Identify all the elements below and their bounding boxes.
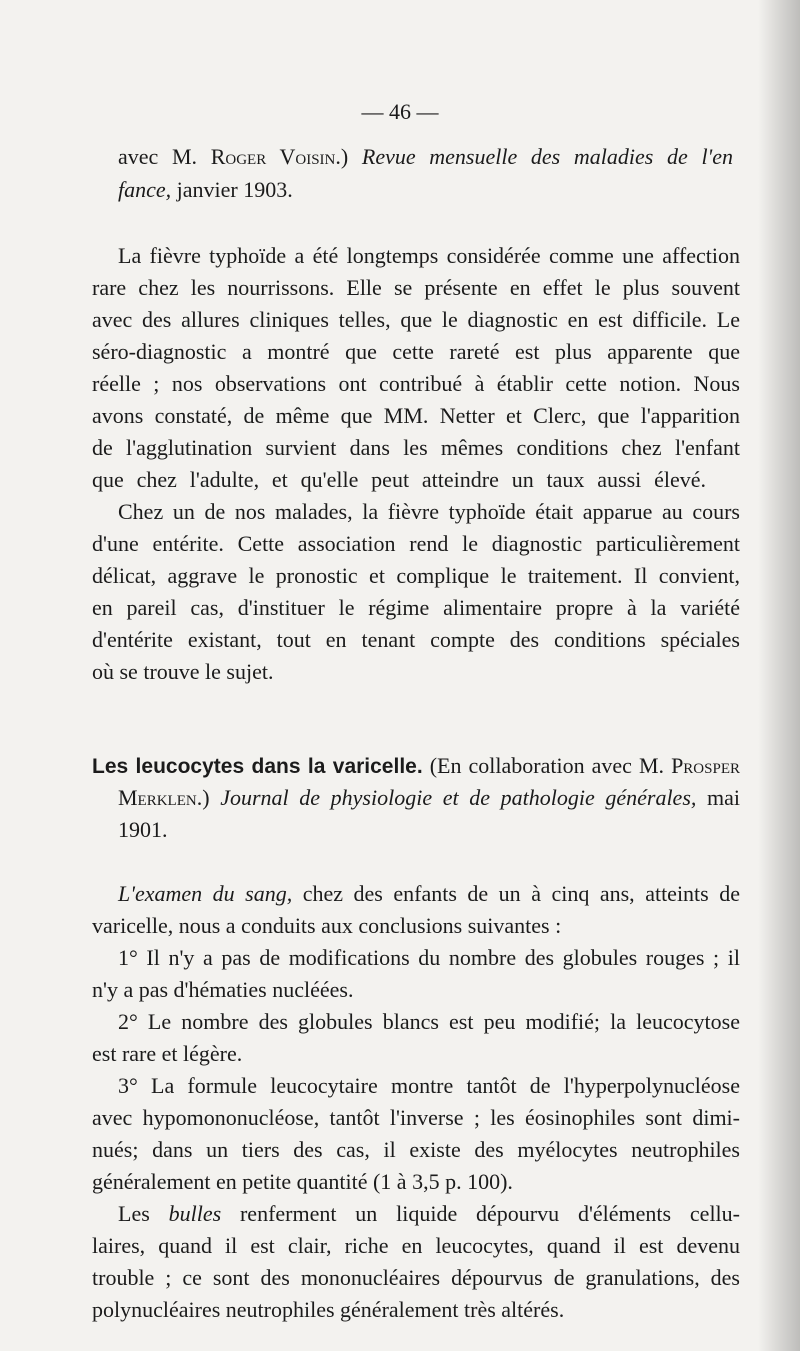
paragraph-line: que chez l'adulte, et qu'elle peut atteindre un taux aussi élevé. [92, 467, 706, 492]
ref-line-2: fance, janvier 1903. [118, 177, 293, 202]
paragraph-line: est rare et légère. [92, 1041, 243, 1066]
paragraph-line: où se trouve le sujet. [92, 659, 274, 684]
paragraph-line: nués; dans un tiers des cas, il existe des myélocytes neutrophiles [92, 1137, 740, 1162]
paragraph-line: trouble ; ce sont des mononucléaires dépourvus de granulations, des [92, 1265, 740, 1290]
paragraph-line: Les bulles renferment un liquide dépourvu d'éléments cellu- [118, 1201, 740, 1226]
paragraph-line: délicat, aggrave le pronostic et complique le traitement. Il convient, [92, 563, 740, 588]
paragraph-line: d'entérite existant, tout en tenant compte des conditions spéciales [92, 627, 740, 652]
paragraph-line: réelle ; nos observations ont contribué à établir cette notion. Nous [92, 371, 740, 396]
section-heading-line-3: 1901. [118, 817, 168, 842]
paragraph-line: de l'agglutination survient dans les mêmes conditions chez l'enfant [92, 435, 740, 460]
journal-title: Revue mensuelle des maladies de l'en [361, 144, 734, 169]
paragraph-line: 3° La formule leucocytaire montre tantôt de l'hyperpolynucléose [118, 1073, 740, 1098]
paragraph-line: Chez un de nos malades, la fièvre typhoïde était apparue au cours [118, 499, 740, 524]
paragraph-line: d'une entérite. Cette association rend le diagnostic particulièrement [92, 531, 740, 556]
journal-title: Journal de physiologie et de pathologie générales, [220, 785, 697, 810]
paragraph-line: La fièvre typhoïde a été longtemps considérée comme une affection [118, 243, 740, 268]
page-shadow-edge [758, 0, 800, 1351]
paragraph-line: n'y a pas d'hématies nucléées. [92, 977, 354, 1002]
paragraph-line: séro-diagnostic a montré que cette rareté est plus apparente que [92, 339, 740, 364]
section-heading-line-1: Les leucocytes dans la varicelle. (En collaboration avec M. Prosper [92, 753, 740, 778]
author-name: Roger Voisin. [210, 144, 341, 169]
paragraph-line: varicelle, nous a conduits aux conclusions suivantes : [92, 913, 562, 938]
paragraph-line: avec hypomononucléose, tantôt l'inverse ; les éosinophiles sont dimi- [92, 1105, 740, 1130]
paragraph-line: avec des allures cliniques telles, que le diagnostic en est difficile. Le [92, 307, 740, 332]
paragraph-line: généralement en petite quantité (1 à 3,5 p. 100). [92, 1169, 513, 1194]
paragraph-line: rare chez les nourrissons. Elle se présente en effet le plus souvent [92, 275, 740, 300]
paragraph-line: L'examen du sang, chez des enfants de un à cinq ans, atteints de [118, 881, 741, 906]
paragraph-line: polynucléaires neutrophiles généralement très altérés. [92, 1297, 565, 1322]
paragraph-line: avons constaté, de même que MM. Netter et Clerc, que l'apparition [92, 403, 740, 428]
section-title: Les leucocytes dans la varicelle. [92, 755, 423, 778]
page-number: — 46 — [361, 99, 439, 124]
ref-line-1: avec M. Roger Voisin.) Revue mensuelle des maladies de l'en [118, 144, 734, 169]
paragraph-line: laires, quand il est clair, riche en leucocytes, quand il est devenu [92, 1233, 740, 1258]
paragraph-line: en pareil cas, d'instituer le régime alimentaire propre à la variété [92, 595, 740, 620]
section-heading-line-2: Merklen.) Journal de physiologie et de pathologie générales, mai [118, 785, 741, 810]
paragraph-line: 2° Le nombre des globules blancs est peu modifié; la leucocytose [118, 1009, 740, 1034]
paragraph-line: 1° Il n'y a pas de modifications du nombre des globules rouges ; il [118, 945, 740, 970]
